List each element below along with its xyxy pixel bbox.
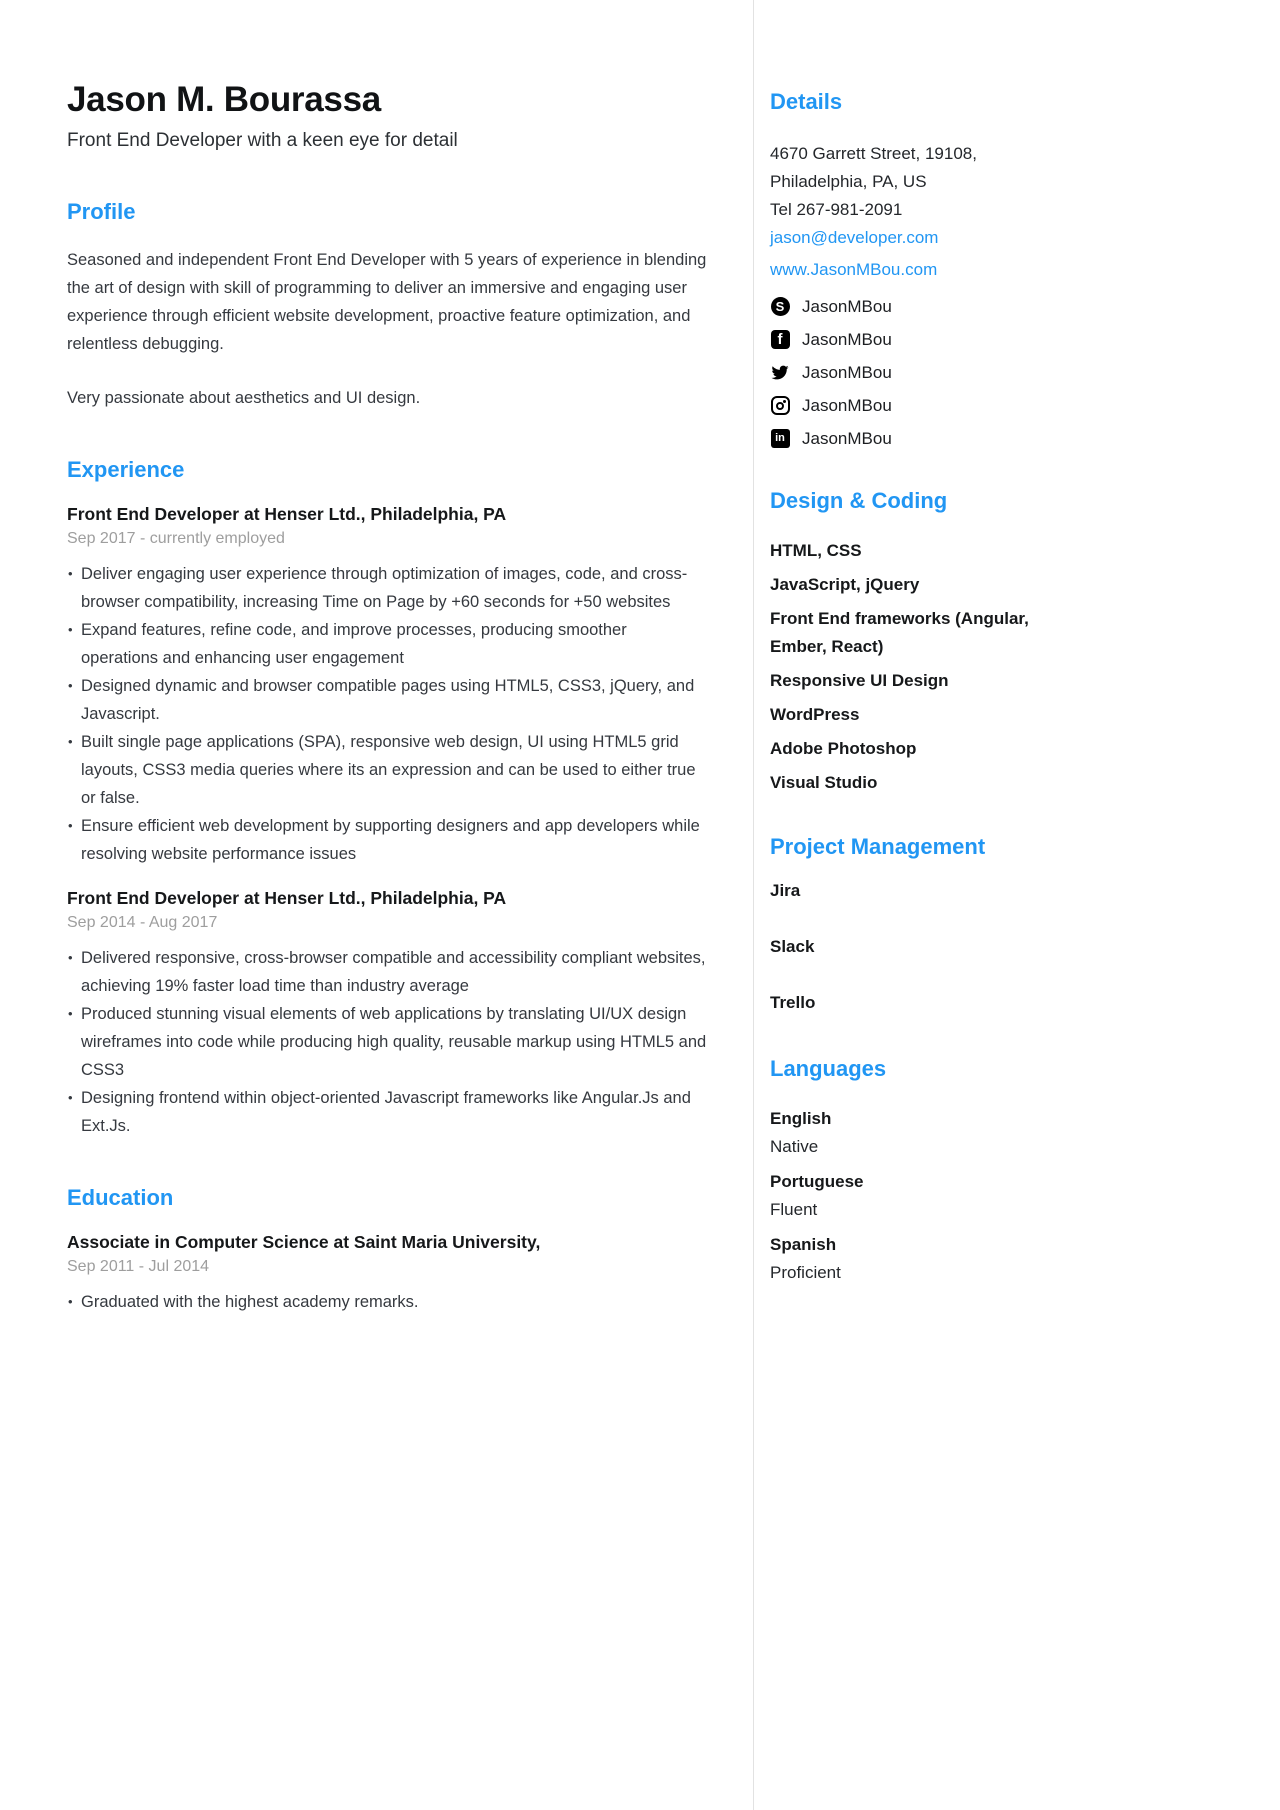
social-row xyxy=(770,290,1055,323)
address-line-2: Philadelphia, PA, US xyxy=(770,172,927,191)
social-row xyxy=(770,422,1055,455)
profile-paragraphs xyxy=(67,246,707,412)
skill-item: Front End frameworks (Angular, Ember, React) xyxy=(770,609,1029,656)
job-bullet: • Ensure efficient web development by supporting designers and app developers while resolving website performance issues xyxy=(67,812,707,868)
skill-item: HTML, CSS xyxy=(770,541,862,560)
job-dates: Sep 2017 - currently employed xyxy=(67,530,285,547)
skill-item: WordPress xyxy=(770,705,860,724)
education-entry xyxy=(67,1230,707,1316)
project-management-skills xyxy=(770,877,1055,1017)
project-management-heading: Project Management xyxy=(770,834,986,859)
website-link[interactable]: www.JasonMBou.com xyxy=(770,260,938,279)
degree-title: Associate in Computer Science at Saint Maria University, xyxy=(67,1232,541,1252)
job-bullet: • Designed dynamic and browser compatible pages using HTML5, CSS3, jQuery, and Javascript. xyxy=(67,672,707,728)
education-bullets xyxy=(67,1288,707,1316)
job-bullet: • Expand features, refine code, and improve processes, producing smoother operations and enhancing user engagement xyxy=(67,616,707,672)
social-handle: JasonMBou xyxy=(802,395,892,415)
details-heading: Details xyxy=(770,89,843,114)
language-item xyxy=(770,1105,1055,1161)
skill-item: Slack xyxy=(770,937,815,956)
twitter-icon xyxy=(770,364,790,381)
job-bullet: • Deliver engaging user experience through optimization of images, code, and cross-browser compatibility, increasing Time on Page by +60 seconds for +50 websites xyxy=(67,560,707,616)
sidebar xyxy=(753,0,1280,1810)
instagram-icon xyxy=(770,396,790,415)
email-link[interactable]: jason@developer.com xyxy=(770,228,939,247)
job-bullet: • Delivered responsive, cross-browser compatible and accessibility compliant websites, achieving 19% faster load time than industry average xyxy=(67,944,707,1000)
profile-heading: Profile xyxy=(67,199,136,224)
social-row xyxy=(770,356,1055,389)
language-name: English xyxy=(770,1109,832,1128)
skill-item: Jira xyxy=(770,881,801,900)
job-title: Front End Developer at Henser Ltd., Philadelphia, PA xyxy=(67,504,507,524)
social-handle: JasonMBou xyxy=(802,329,892,349)
address-block xyxy=(770,140,1055,224)
language-level: Fluent xyxy=(770,1200,818,1219)
linkedin-icon xyxy=(770,429,790,448)
design-coding-heading: Design & Coding xyxy=(770,488,948,513)
profile-paragraph: Seasoned and independent Front End Developer with 5 years of experience in blending the art of design with skill of programming to deliver an immersive and engaging user experience through efficient website development, proactive feature optimization, and relentless debugging. xyxy=(67,251,707,353)
language-item xyxy=(770,1231,1055,1287)
skill-item: JavaScript, jQuery xyxy=(770,575,920,594)
design-coding-skills xyxy=(770,537,1055,797)
language-level: Native xyxy=(770,1137,819,1156)
address-line-1: 4670 Garrett Street, 19108, xyxy=(770,144,977,163)
experience-heading: Experience xyxy=(67,457,185,482)
languages-list xyxy=(770,1105,1055,1287)
job-bullet: • Built single page applications (SPA), responsive web design, UI using HTML5 grid layouts, CSS3 media queries where its an expression and can be used to either true or false. xyxy=(67,728,707,812)
language-item xyxy=(770,1168,1055,1224)
social-handle: JasonMBou xyxy=(802,428,892,448)
social-links xyxy=(770,290,1055,455)
social-row xyxy=(770,323,1055,356)
language-level: Proficient xyxy=(770,1263,841,1282)
job-bullets xyxy=(67,944,707,1140)
skype-icon xyxy=(770,297,790,316)
candidate-tagline: Front End Developer with a keen eye for detail xyxy=(67,130,458,151)
job-bullet: • Designing frontend within object-oriented Javascript frameworks like Angular.Js and Ext.Js. xyxy=(67,1084,707,1140)
job-bullet: • Produced stunning visual elements of web applications by translating UI/UX design wireframes into code while producing high quality, reusable markup using HTML5 and CSS3 xyxy=(67,1000,707,1084)
job-entry xyxy=(67,502,707,868)
job-dates: Sep 2014 - Aug 2017 xyxy=(67,914,218,931)
education-dates: Sep 2011 - Jul 2014 xyxy=(67,1258,210,1275)
language-name: Portuguese xyxy=(770,1172,864,1191)
education-bullet: • Graduated with the highest academy remarks. xyxy=(67,1288,707,1316)
candidate-name: Jason M. Bourassa xyxy=(67,80,381,119)
social-handle: JasonMBou xyxy=(802,296,892,316)
languages-heading: Languages xyxy=(770,1056,887,1081)
phone: Tel 267-981-2091 xyxy=(770,200,903,219)
language-name: Spanish xyxy=(770,1235,837,1254)
job-entry xyxy=(67,886,707,1140)
facebook-icon xyxy=(770,330,790,349)
job-title: Front End Developer at Henser Ltd., Philadelphia, PA xyxy=(67,888,507,908)
skill-item: Adobe Photoshop xyxy=(770,739,917,758)
skill-item: Trello xyxy=(770,993,816,1012)
social-row xyxy=(770,389,1055,422)
skill-item: Visual Studio xyxy=(770,773,878,792)
social-handle: JasonMBou xyxy=(802,362,892,382)
profile-paragraph: Very passionate about aesthetics and UI design. xyxy=(67,389,421,407)
job-bullets xyxy=(67,560,707,868)
skill-item: Responsive UI Design xyxy=(770,671,949,690)
education-heading: Education xyxy=(67,1185,174,1210)
experience-entries xyxy=(67,502,707,1140)
